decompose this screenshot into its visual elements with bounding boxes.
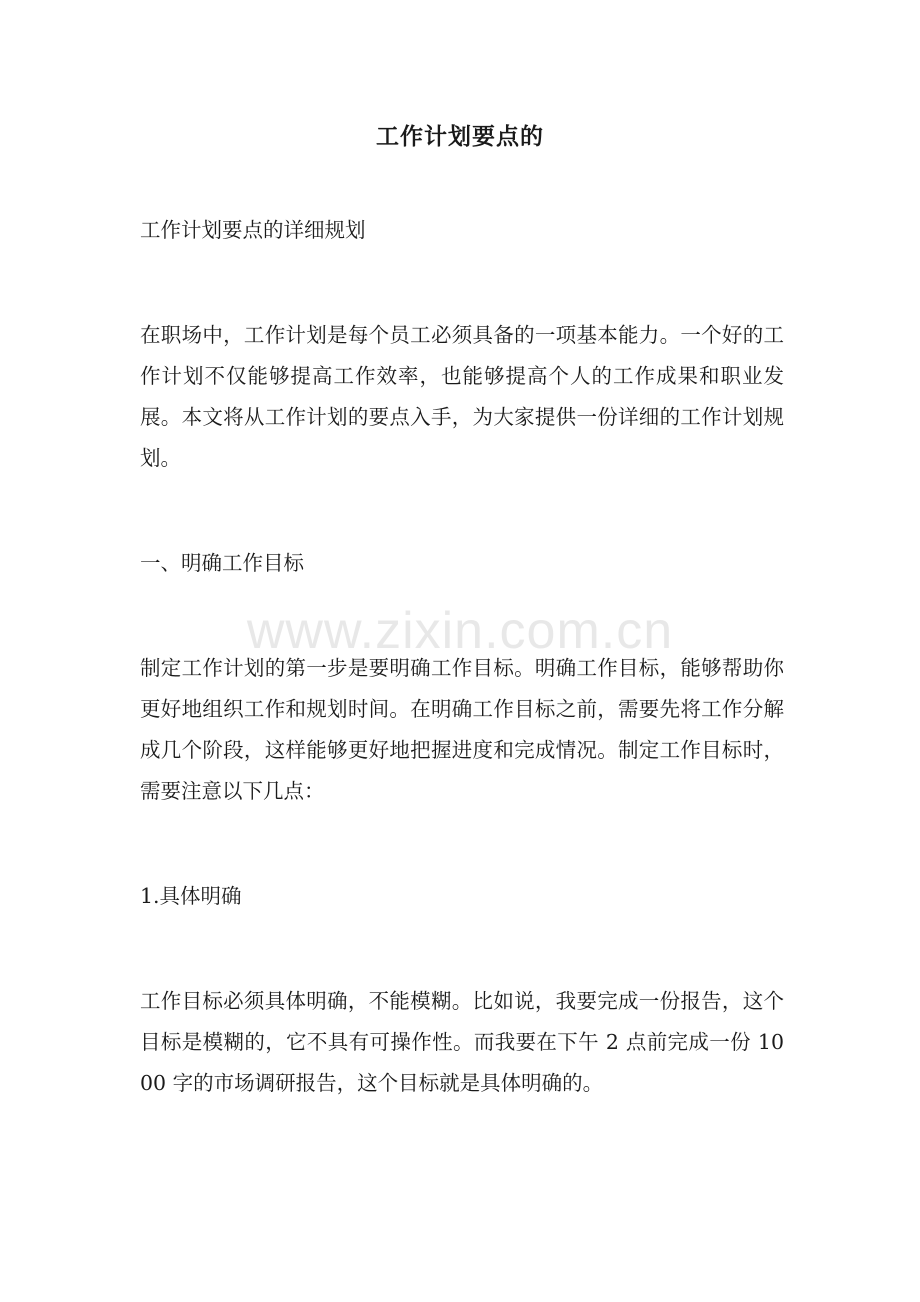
document-body bbox=[140, 210, 784, 1104]
point-heading: 1.具体明确 bbox=[140, 884, 242, 908]
document-title: 工作计划要点的 bbox=[376, 123, 544, 150]
section-paragraph: 制定工作计划的第一步是要明确工作目标。明确工作目标，能够帮助你更好地组织工作和规划时间。在明确工作目标之前，需要先将工作分解成几个阶段，这样能够更好地把握进度和完成情况。制定工作目标时，需要注意以下几点： bbox=[140, 656, 784, 803]
point-paragraph: 工作目标必须具体明确，不能模糊。比如说，我要完成一份报告，这个目标是模糊的，它不具有可操作性。而我要在下午 2 点前完成一份 1000 字的市场调研报告，这个目标就是具体明确的。 bbox=[140, 989, 784, 1095]
section-heading: 一、明确工作目标 bbox=[140, 551, 304, 575]
intro-paragraph: 在职场中，工作计划是每个员工必须具备的一项基本能力。一个好的工作计划不仅能够提高工作效率，也能够提高个人的工作成果和职业发展。本文将从工作计划的要点入手，为大家提供一份详细的工作计划规划。 bbox=[140, 323, 784, 470]
watermark-text: www.zixin.com.cn bbox=[246, 602, 674, 660]
subtitle-paragraph: 工作计划要点的详细规划 bbox=[140, 218, 366, 242]
